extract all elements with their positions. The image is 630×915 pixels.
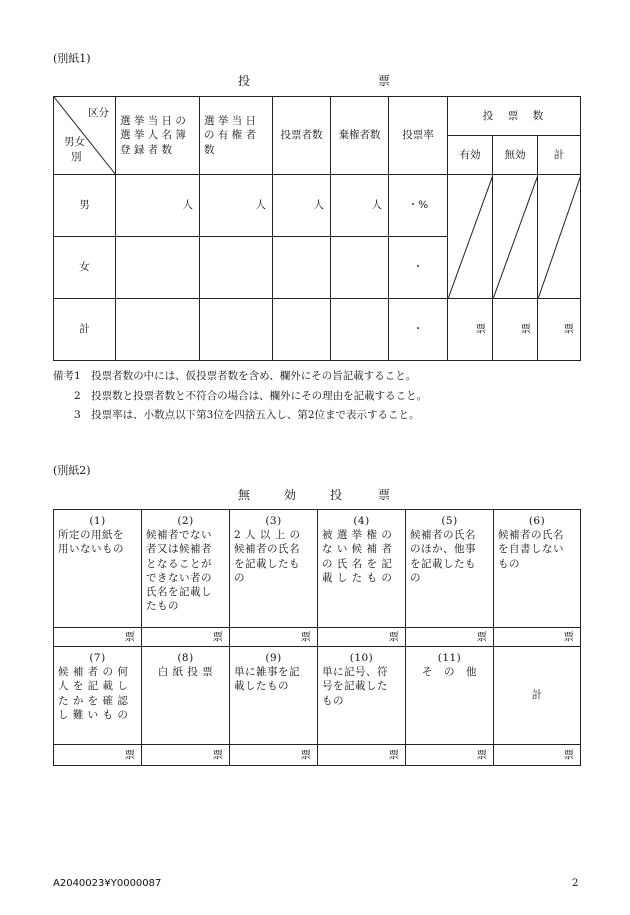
total-rate: ・ xyxy=(389,299,448,361)
slash-line xyxy=(448,175,493,299)
male-eligible: 人 xyxy=(200,175,273,237)
category-number: (2) xyxy=(177,515,194,527)
category-text: そ の 他 xyxy=(422,666,477,679)
col-registered-line3: 登 録 者 数 xyxy=(120,143,173,156)
valid-header: 有効 xyxy=(448,136,493,175)
category-text: 者又は候補者 xyxy=(146,543,212,556)
sheet2-label: (別紙2) xyxy=(53,464,91,477)
diag-bottom-label-2: 別 xyxy=(71,151,82,163)
category-text: 単に記号、符 xyxy=(322,666,388,679)
category-text: 人 を 記 載 し xyxy=(58,680,129,693)
category-cell xyxy=(318,647,406,745)
category-text: の xyxy=(410,571,421,584)
male-registered: 人 xyxy=(116,175,200,237)
sheet2-title-char: 投 xyxy=(330,488,343,502)
category-text: の 氏 名 を 記 xyxy=(322,557,393,570)
sheet1-title-a: 投 xyxy=(238,74,251,88)
total-slashed-cell xyxy=(538,175,581,299)
category-cell xyxy=(406,647,494,745)
table-row xyxy=(54,510,581,628)
invalid-votes-table xyxy=(53,509,581,766)
category-text: 氏名を記載し xyxy=(146,585,212,598)
category-number: (1) xyxy=(89,515,106,527)
category-cell xyxy=(494,510,581,628)
category-text: 被 選 挙 権 の xyxy=(322,529,393,542)
sheet1-label: (別紙1) xyxy=(53,52,91,65)
category-text: 候補者でない xyxy=(146,529,212,542)
category-text: の xyxy=(234,571,245,584)
category-text: 候 補 者 の 何 xyxy=(58,666,129,679)
diag-top-label: 区分 xyxy=(88,107,109,119)
row-label-total: 計 xyxy=(54,299,116,361)
category-text: もの xyxy=(322,694,344,707)
female-rate: ・ xyxy=(389,237,448,299)
male-abstain: 人 xyxy=(331,175,389,237)
total-header: 計 xyxy=(538,136,581,175)
voting-table xyxy=(53,96,581,361)
category-cell xyxy=(54,647,142,745)
col-rate-header: 投票率 xyxy=(389,97,448,175)
male-voters: 人 xyxy=(273,175,331,237)
total-valid: 票 xyxy=(448,299,493,361)
category-text: 白 紙 投 票 xyxy=(157,666,214,679)
category-text: を記載したも xyxy=(234,557,300,570)
category-text: 用いないもの xyxy=(58,543,124,556)
vote-count-cell: 票 xyxy=(230,745,318,766)
category-text: を記載したも xyxy=(410,557,476,570)
category-cell xyxy=(230,510,318,628)
category-number: (11) xyxy=(437,652,462,664)
category-text: となることが xyxy=(146,557,212,570)
category-text: 2 人 以 上 の xyxy=(234,529,301,542)
category-text: 所定の用紙を xyxy=(58,529,124,542)
vote-count-cell: 票 xyxy=(406,745,494,766)
category-number: (7) xyxy=(89,652,106,664)
category-text: し 難 い も の xyxy=(58,708,129,721)
category-text: 候補者の氏名 xyxy=(234,543,300,556)
note-3: 3 投票率は、小数点以下第3位を四捨五入し、第2位まで表示すること。 xyxy=(74,409,420,421)
category-text: できない者の xyxy=(146,571,212,584)
table-row xyxy=(54,628,581,647)
category-cell xyxy=(142,647,230,745)
category-text: 載したもの xyxy=(234,680,289,693)
vote-count-cell: 票 xyxy=(142,628,230,647)
category-number: (5) xyxy=(441,515,458,527)
category-text: た か を 確 認 xyxy=(58,694,129,707)
col-eligible-header xyxy=(200,97,273,175)
invalid-slashed-cell xyxy=(493,175,538,299)
category-text: もの xyxy=(498,557,520,570)
category-text: 候補者の氏名 xyxy=(410,529,476,542)
invalid-header: 無効 xyxy=(493,136,538,175)
col-eligible-line1: 選 挙 当 日 xyxy=(204,115,257,128)
category-number: (4) xyxy=(353,515,370,527)
sheet1-title-b: 票 xyxy=(378,74,391,88)
col-eligible-line3: 数 xyxy=(204,143,215,156)
category-text: を自書しない xyxy=(498,543,564,556)
vote-count-cell: 票 xyxy=(230,628,318,647)
row-label-male: 男 xyxy=(54,175,116,237)
category-cell xyxy=(318,510,406,628)
category-total-label: 計 xyxy=(494,647,581,745)
category-number: (6) xyxy=(528,515,546,527)
table-row xyxy=(54,647,581,745)
row-label-female: 女 xyxy=(54,237,116,299)
category-number: (3) xyxy=(265,515,282,527)
category-cell xyxy=(54,510,142,628)
category-text: のほか、他事 xyxy=(410,543,476,556)
vote-count-cell: 票 xyxy=(142,745,230,766)
vote-count-cell: 票 xyxy=(494,745,581,766)
category-text: 候補者の氏名 xyxy=(498,529,564,542)
slash-line xyxy=(538,175,581,299)
note-1: 備考1 投票者数の中には、仮投票者数を含め、欄外にその旨記載すること。 xyxy=(53,370,417,382)
category-number: (8) xyxy=(177,652,194,664)
vote-count-cell: 票 xyxy=(318,745,406,766)
category-text: 載 し た も の xyxy=(322,571,393,584)
sheet2-title-char: 無 xyxy=(238,488,251,502)
category-cell xyxy=(406,510,494,628)
vote-count-cell: 票 xyxy=(54,745,142,766)
category-text: 単に雑事を記 xyxy=(234,666,300,679)
vote-count-cell: 票 xyxy=(406,628,494,647)
valid-slashed-cell xyxy=(448,175,493,299)
vote-count-cell: 票 xyxy=(54,628,142,647)
category-cell xyxy=(142,510,230,628)
category-text: たもの xyxy=(146,600,179,613)
document-code: A2040023¥Y0000087 xyxy=(53,878,162,889)
note-2: 2 投票数と投票者数と不符合の場合は、欄外にその理由を記載すること。 xyxy=(74,390,428,402)
col-registered-line1: 選 挙 当 日 の xyxy=(120,115,186,128)
table-row xyxy=(54,175,581,237)
total-total: 票 xyxy=(538,299,581,361)
slash-line xyxy=(493,175,538,299)
col-registered-header xyxy=(116,97,200,175)
table-row xyxy=(54,745,581,766)
total-invalid: 票 xyxy=(493,299,538,361)
category-text: 号を記載した xyxy=(322,680,388,693)
category-number: (10) xyxy=(349,652,374,664)
category-text: な い 候 補 者 xyxy=(322,543,393,556)
col-registered-line2: 選 挙 人 名 簿 xyxy=(120,129,186,142)
diag-bottom-label-1: 男女 xyxy=(64,136,85,148)
diagonal-header-cell xyxy=(54,97,116,175)
vote-count-cell: 票 xyxy=(318,628,406,647)
table-row xyxy=(54,299,581,361)
col-eligible-line2: の 有 権 者 xyxy=(204,129,257,142)
male-rate: ・% xyxy=(389,175,448,237)
vote-count-cell: 票 xyxy=(494,628,581,647)
category-number: (9) xyxy=(265,652,282,664)
page-number: 2 xyxy=(572,878,579,889)
col-voters-header: 投票者数 xyxy=(273,97,331,175)
votes-group-header: 投 票 数 xyxy=(448,97,581,136)
sheet2-title-char: 票 xyxy=(378,488,391,502)
category-cell xyxy=(230,647,318,745)
col-abstain-header: 棄権者数 xyxy=(331,97,389,175)
sheet2-title-char: 効 xyxy=(284,488,297,502)
